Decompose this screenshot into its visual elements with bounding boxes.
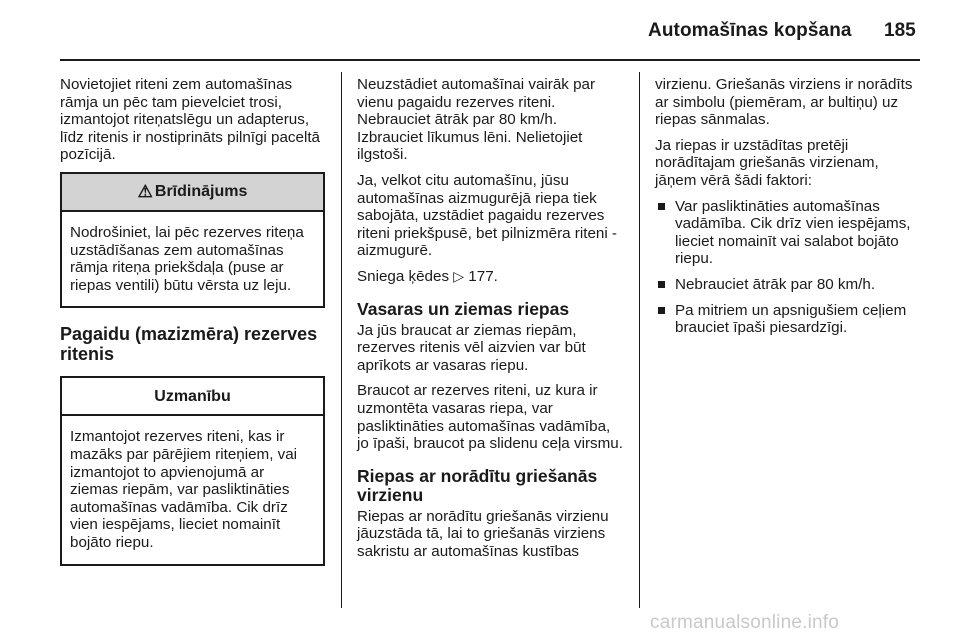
- column-divider-2: [639, 72, 640, 608]
- bullet-square-icon: [658, 281, 665, 288]
- intro-paragraph: Novietojiet riteni zem automašīnas rāmja un pēc tam pievelciet trosi, izmantojot riteņatslēgu un adapterus, līdz ritenis ir nostiprināts pilnīgi paceltā pozīcijā.: [60, 76, 320, 164]
- paragraph: Neuzstādiet automašīnai vairāk par vienu pagaidu rezerves riteni. Nebrauciet ātrāk par 80 km/h. Izbrauciet līkumus lēni. Nelietojiet ilgstoši.: [357, 76, 596, 164]
- warning-box-header: [62, 174, 323, 212]
- paragraph: Braucot ar rezerves riteni, uz kura ir uzmontēta vasaras riepa, var pasliktināties automašīnas vadāmība, jo īpaši, braucot pa slidenu ceļa virsmu.: [357, 382, 623, 453]
- warning-box-body: Nodrošiniet, lai pēc rezerves riteņa uzstādīšanas zem automašīnas rāmja riteņa priekšdaļa (puse ar riepas ventili) būtu vērsta uz leju.: [70, 223, 304, 294]
- bullet-square-icon: [658, 307, 665, 314]
- header-divider: [60, 59, 920, 61]
- paragraph: virzienu. Griešanās virziens ir norādīts ar simbolu (piemēram, ar bultiņu) uz riepas sānmalas.: [655, 76, 913, 129]
- paragraph: Riepas ar norādītu griešanās virzienu jāuzstāda tā, lai to griešanās virziens sakristu ar automašīnas kustības: [357, 507, 609, 560]
- page-reference-arrow-icon: ▷: [453, 267, 465, 284]
- section-heading-directional-tyres: Riepas ar norādītu griešanās virzienu: [357, 465, 598, 505]
- cross-reference[interactable]: [357, 268, 625, 286]
- column-3: [655, 76, 923, 345]
- column-divider-1: [341, 72, 342, 608]
- watermark: carmanualsonline.info: [650, 612, 840, 633]
- warning-box-title: Brīdinājums: [154, 183, 248, 201]
- page-header: [0, 0, 960, 60]
- caution-box-header: [62, 378, 323, 416]
- caution-box-title: Uzmanību: [154, 387, 231, 405]
- paragraph: Ja riepas ir uzstādītas pretēji norādītajam griešanās virzienam, jāņem vērā šādi faktori:: [655, 136, 879, 189]
- paragraph: Ja jūs braucat ar ziemas riepām, rezerves ritenis vēl aizvien var būt aprīkots ar vasaras riepu.: [357, 321, 586, 374]
- column-2: [357, 76, 625, 568]
- page-number: 185: [884, 20, 916, 41]
- warning-triangle-icon: ⚠: [137, 182, 153, 202]
- caution-box: [60, 376, 325, 565]
- list-item: Var pasliktināties automašīnas vadāmība. Cik drīz vien iespējams, lieciet nomainīt vai salabot bojāto riepu.: [655, 198, 923, 268]
- bullet-square-icon: [658, 203, 665, 210]
- list-item: Pa mitriem un apsnigušiem ceļiem brauciet īpaši piesardzīgi.: [655, 302, 923, 337]
- cross-reference-text: Sniega ķēdes: [357, 267, 450, 285]
- section-heading-spare-wheel: Pagaidu (mazizmēra) rezerves ritenis: [60, 324, 318, 365]
- paragraph: Ja, velkot citu automašīnu, jūsu automašīnas aizmugurējā riepa tiek sabojāta, uzstādiet pagaidu rezerves riteni priekšpusē, bet pilnizmēra riteni - aizmugurē.: [357, 171, 617, 260]
- section-heading-summer-winter: Vasaras un ziemas riepas: [357, 298, 570, 319]
- page-title: Automašīnas kopšana: [648, 20, 852, 41]
- column-1: [60, 76, 325, 582]
- caution-box-body: Izmantojot rezerves riteni, kas ir mazāks par pārējiem riteņiem, vai izmantojot to apvienojumā ar ziemas riepām, var pasliktināties automašīnas vadāmība. Cik drīz vien iespējams, lieciet nomainīt bojāto riepu.: [70, 428, 298, 551]
- bullet-list: [655, 198, 923, 337]
- list-item: Nebrauciet ātrāk par 80 km/h.: [655, 276, 923, 294]
- cross-reference-page: 177.: [468, 267, 498, 285]
- warning-box: [60, 172, 325, 308]
